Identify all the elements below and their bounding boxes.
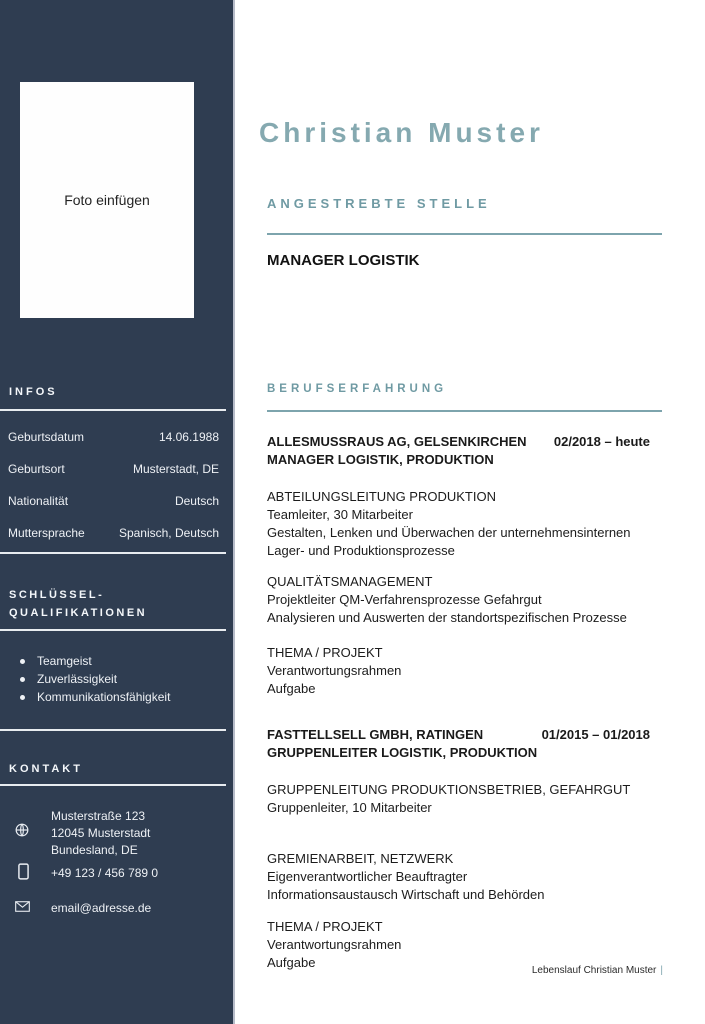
objective-divider [267, 233, 662, 235]
block-line: Gruppenleiter, 10 Mitarbeiter [267, 800, 432, 815]
qualifications-title-line1: SCHLÜSSEL- [9, 589, 105, 601]
info-value: 14.06.1988 [158, 430, 219, 444]
info-label: Nationalität [8, 494, 69, 508]
photo-placeholder-label: Foto einfügen [64, 192, 150, 208]
experience-heading: BERUFSERFAHRUNG [267, 383, 448, 395]
info-label: Geburtsdatum [8, 430, 85, 444]
kontakt-divider [0, 784, 226, 786]
job-period: 02/2018 – heute [553, 434, 650, 449]
qualifications-title-line2: QUALIFIKATIONEN [9, 607, 148, 619]
qualification-label: Teamgeist [37, 654, 92, 668]
job-detail-block [267, 781, 663, 817]
info-value: Spanisch, Deutsch [118, 526, 219, 540]
job-company: FASTTELLSELL GMBH, RATINGEN [267, 727, 484, 742]
block-line: Gestalten, Lenken und Überwachen der unternehmensinternen [267, 525, 631, 540]
block-line: Aufgabe [267, 955, 316, 970]
person-name: Christian Muster [259, 117, 544, 148]
block-line: Aufgabe [267, 681, 316, 696]
infos-section-title: INFOS [9, 386, 58, 398]
block-line: Projektleiter QM-Verfahrensprozesse Gefahrgut [267, 592, 542, 607]
objective-value: MANAGER LOGISTIK [267, 252, 420, 269]
block-heading: ABTEILUNGSLEITUNG PRODUKTION [267, 489, 496, 504]
block-heading: QUALITÄTSMANAGEMENT [267, 574, 433, 589]
block-line: Eigenverantwortlicher Beauftragter [267, 869, 468, 884]
block-heading: THEMA / PROJEKT [267, 645, 383, 660]
bullet-icon [20, 677, 25, 682]
job-role: MANAGER LOGISTIK, PRODUKTION [267, 452, 494, 467]
infos-divider [0, 409, 226, 411]
block-line: Analysieren und Auswerten der standortspezifischen Prozesse [267, 610, 627, 625]
bullet-icon [20, 695, 25, 700]
info-row-birthplace [8, 462, 219, 476]
section-divider [0, 729, 226, 731]
info-label: Muttersprache [8, 526, 85, 540]
footer-separator: | [660, 965, 663, 976]
info-row-nationality [8, 494, 219, 508]
photo-placeholder[interactable] [20, 82, 194, 318]
block-line: Lager- und Produktionsprozesse [267, 543, 455, 558]
job-detail-block [267, 573, 663, 627]
section-divider [0, 552, 226, 554]
block-line: Verantwortungsrahmen [267, 663, 402, 678]
info-row-native-language [8, 526, 219, 540]
job-header [267, 434, 650, 449]
block-line: Teamleiter, 30 Mitarbeiter [267, 507, 413, 522]
address-line: 12045 Musterstadt [51, 826, 151, 840]
page-footer [267, 965, 663, 976]
info-value: Deutsch [174, 494, 219, 508]
block-line: Verantwortungsrahmen [267, 937, 402, 952]
email-address: email@adresse.de [51, 901, 152, 915]
job-company: ALLESMUSSRAUS AG, GELSENKIRCHEN [267, 434, 527, 449]
globe-icon [15, 823, 29, 837]
job-detail-block [267, 488, 663, 560]
info-value: Musterstadt, DE [132, 462, 219, 476]
footer-text: Lebenslauf Christian Muster [531, 965, 657, 976]
block-heading: GRUPPENLEITUNG PRODUKTIONSBETRIEB, GEFAHRGUT [267, 782, 631, 797]
bullet-icon [20, 659, 25, 664]
job-period: 01/2015 – 01/2018 [541, 727, 650, 742]
block-heading: THEMA / PROJEKT [267, 919, 383, 934]
phone-number: +49 123 / 456 789 0 [51, 866, 159, 880]
block-line: Informationsaustausch Wirtschaft und Behörden [267, 887, 545, 902]
qualification-item [20, 672, 117, 686]
qualification-label: Zuverlässigkeit [37, 672, 118, 686]
sidebar-divider [233, 0, 235, 1024]
mobile-phone-icon [18, 863, 29, 880]
job-role: GRUPPENLEITER LOGISTIK, PRODUKTION [267, 745, 538, 760]
qualifications-divider [0, 629, 226, 631]
job-detail-block [267, 918, 663, 972]
sidebar [0, 0, 233, 1024]
objective-heading: ANGESTREBTE STELLE [267, 196, 491, 211]
job-detail-block [267, 644, 663, 698]
envelope-icon [15, 901, 30, 912]
qualification-label: Kommunikationsfähigkeit [37, 690, 171, 704]
kontakt-section-title: KONTAKT [9, 763, 83, 775]
experience-divider [267, 410, 662, 412]
qualification-item [20, 690, 170, 704]
job-header [267, 727, 650, 742]
address-line: Bundesland, DE [51, 843, 138, 857]
qualification-item [20, 654, 92, 668]
block-heading: GREMIENARBEIT, NETZWERK [267, 851, 454, 866]
job-detail-block [267, 850, 663, 904]
info-row-birthdate [8, 430, 219, 444]
info-label: Geburtsort [8, 462, 65, 476]
address-line: Musterstraße 123 [51, 809, 146, 823]
